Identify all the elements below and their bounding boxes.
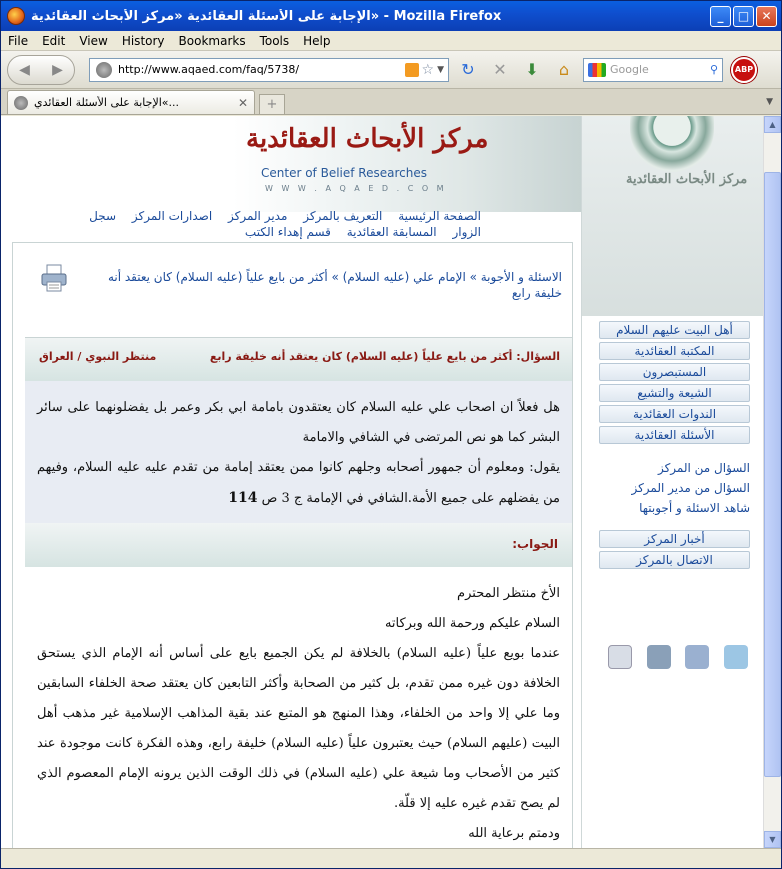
answer-header [25, 523, 572, 567]
firefox-icon [7, 7, 25, 25]
friendfeed-icon[interactable] [685, 645, 709, 669]
tab-list-dropdown-icon[interactable]: ▼ [766, 97, 773, 107]
link-ask-center[interactable]: السؤال من المركز [657, 461, 750, 475]
minimize-button[interactable]: _ [710, 6, 731, 27]
answer-body [25, 567, 572, 848]
scroll-thumb[interactable] [764, 172, 781, 777]
sidebar-item-contact[interactable]: الاتصال بالمركز [599, 551, 750, 569]
search-magnifier-icon[interactable]: ⚲ [709, 63, 718, 76]
tab-close-icon[interactable]: ✕ [237, 95, 248, 110]
site-logo-www: W W W . A Q A E D . C O M [265, 184, 447, 193]
adblock-plus-icon[interactable]: ABP [731, 57, 757, 83]
url-dropdown-icon[interactable]: ▼ [437, 64, 444, 75]
tab-label[interactable]: الإجابة على الأسئلة العقائدي«... [34, 96, 180, 109]
sidebar-item-shia[interactable]: الشيعة والتشيع [599, 384, 750, 402]
navigation-toolbar [1, 51, 781, 89]
site-header [1, 116, 581, 212]
menu-file[interactable]: File [8, 33, 29, 48]
home-icon[interactable]: ⌂ [558, 60, 570, 79]
tab-favicon [14, 96, 28, 110]
rss-feed-icon[interactable] [405, 63, 419, 77]
answer-closing: ودمتم برعاية الله [468, 826, 560, 841]
twitter-icon[interactable] [724, 645, 748, 669]
forward-arrow-icon[interactable]: ▶ [52, 61, 63, 78]
maximize-button[interactable]: □ [733, 6, 754, 27]
answer-greeting: الأخ منتظر المحترم [457, 586, 560, 601]
main-content [12, 242, 573, 848]
reload-icon[interactable]: ↻ [461, 60, 475, 79]
question-quote: يقول: ومعلوم أن جمهور أصحابه وجلهم كانوا ممن يعتقد إمامة من تقدم عليه عليه السلام، وفيهم من يفضلهم على جميع الأمة.الشافي في الإمامة ج 3 ص [37, 460, 560, 506]
page-viewport [1, 116, 763, 848]
printer-icon[interactable] [39, 263, 69, 293]
question-author: منتظر النبوي / العراق [39, 350, 157, 363]
question-body [25, 381, 572, 523]
sidebar-item-seminars[interactable]: الندوات العقائدية [599, 405, 750, 423]
sidebar-links [582, 458, 750, 518]
close-button[interactable]: ✕ [756, 6, 777, 27]
menu-edit[interactable]: Edit [42, 33, 66, 48]
question-page-number: 114 [228, 490, 258, 506]
answer-salutation: السلام عليكم ورحمة الله وبركاته [384, 616, 560, 631]
answer-title: الجواب: [512, 537, 558, 551]
question-title: السؤال: أكثر من بايع علياً (عليه السلام) كان يعتقد أنه خليفة رابع [209, 350, 560, 363]
search-box[interactable] [583, 58, 723, 82]
question-header [25, 337, 572, 381]
address-bar[interactable] [89, 58, 449, 82]
social-icons [608, 644, 748, 670]
sidebar-header [581, 116, 763, 316]
seal-caption: مركز الأبحاث العقائدية [626, 172, 748, 187]
site-favicon [96, 62, 112, 78]
sidebar-menu-2 [599, 530, 750, 572]
sidebar [581, 316, 763, 848]
nav-book-gift[interactable]: قسم إهداء الكتب [244, 225, 331, 239]
sidebar-menu [599, 321, 750, 447]
menu-bookmarks[interactable]: Bookmarks [178, 33, 246, 48]
new-tab-button[interactable]: + [259, 94, 285, 114]
window-title: الإجابة على الأسئلة العقائدية «مركز الأبحاث العقائدية» - Mozilla Firefox [31, 8, 502, 24]
nav-about[interactable]: التعريف بالمركز [303, 209, 383, 223]
back-arrow-icon[interactable]: ◀ [19, 61, 30, 78]
nav-visitors[interactable]: الزوار [452, 225, 481, 239]
question-text-1: هل فعلاً ان اصحاب علي عليه السلام كان يعتقدون بامامة ابي بكر وعمر بل يفضلونهما على سائر البشر كما هو نص المرتضى في الشافي والامامة [37, 400, 560, 445]
sidebar-item-ahlulbayt[interactable]: أهل البيت عليهم السلام [599, 321, 750, 339]
sidebar-item-news[interactable]: أخبار المركز [599, 530, 750, 548]
question-text-2 [37, 453, 560, 514]
scroll-up-icon[interactable]: ▲ [764, 116, 781, 133]
seal-logo-icon [630, 116, 714, 172]
back-forward-buttons [7, 55, 75, 85]
site-logo-english: Center of Belief Researches [261, 166, 427, 180]
nav-home[interactable]: الصفحة الرئيسية [398, 209, 481, 223]
nav-guestbook[interactable]: سجل [89, 209, 117, 223]
nav-director[interactable]: مدير المركز [228, 209, 288, 223]
nav-contest[interactable]: المسابقة العقائدية [346, 225, 437, 239]
menu-view[interactable]: View [79, 33, 108, 48]
bookmark-star-icon[interactable]: ☆ [421, 61, 435, 78]
link-ask-director[interactable]: السؤال من مدير المركز [631, 481, 750, 495]
title-bar [1, 1, 781, 31]
sidebar-item-converts[interactable]: المستبصرون [599, 363, 750, 381]
sidebar-item-library[interactable]: المكتبة العقائدية [599, 342, 750, 360]
google-engine-icon[interactable] [588, 63, 606, 77]
tab-bar [1, 89, 781, 115]
menu-tools[interactable]: Tools [259, 33, 290, 48]
sidebar-item-questions[interactable]: الأسئلة العقائدية [599, 426, 750, 444]
menu-history[interactable]: History [121, 33, 165, 48]
mobile-icon[interactable] [608, 645, 632, 669]
menu-help[interactable]: Help [303, 33, 331, 48]
site-logo-arabic[interactable]: مركز الأبحاث العقائدية [246, 124, 489, 154]
breadcrumb-area [13, 243, 572, 337]
search-placeholder[interactable]: Google [610, 63, 649, 76]
rss-icon[interactable] [647, 645, 671, 669]
vertical-scrollbar[interactable] [763, 116, 781, 848]
url-text[interactable]: http://www.aqaed.com/faq/5738/ [118, 63, 300, 76]
breadcrumb[interactable]: الاسئلة و الأجوبة » الإمام علي (عليه السلام) » أكثر من بايع علياً (عليه السلام) كان يعتقد أنه خليفة رابع [107, 270, 562, 300]
tab-active[interactable] [7, 90, 255, 114]
stop-icon[interactable]: ✕ [493, 60, 507, 79]
top-navigation [51, 208, 481, 240]
status-bar [1, 848, 781, 868]
link-view-questions[interactable]: شاهد الاسئلة و أجوبتها [639, 501, 750, 515]
scroll-down-icon[interactable]: ▼ [764, 831, 781, 848]
answer-text: عندما بويع علياً (عليه السلام) بالخلافة لم يكن الجميع بايع على أساس أنه الإمام الذي يستحق الخلافة دون غيره ممن تقدم، بل كثير من الصحابة وأكثر التابعين كان يعتقد صحة الخلفاء السابقين وما علي إلا واحد من الخلفاء، وهذا المنهج هو المتبع عند بقية المذاهب الإسلامية غير مذهب أهل البيت (عليهم السلام) حيث يعتبرون علياً (عليه السلام) خليفة رابع، وهذه الفكرة كانت موجودة عند كثير من الأصحاب وما شيعة علي (عليه السلام) في ذلك الوقت الذين يرونه الإمام المعصوم الذي لم يصح تقدم غيره عليه إلا قلّة. [37, 646, 560, 811]
menu-bar [1, 31, 781, 51]
download-icon[interactable]: ⬇ [525, 60, 539, 79]
nav-publications[interactable]: اصدارات المركز [131, 209, 213, 223]
